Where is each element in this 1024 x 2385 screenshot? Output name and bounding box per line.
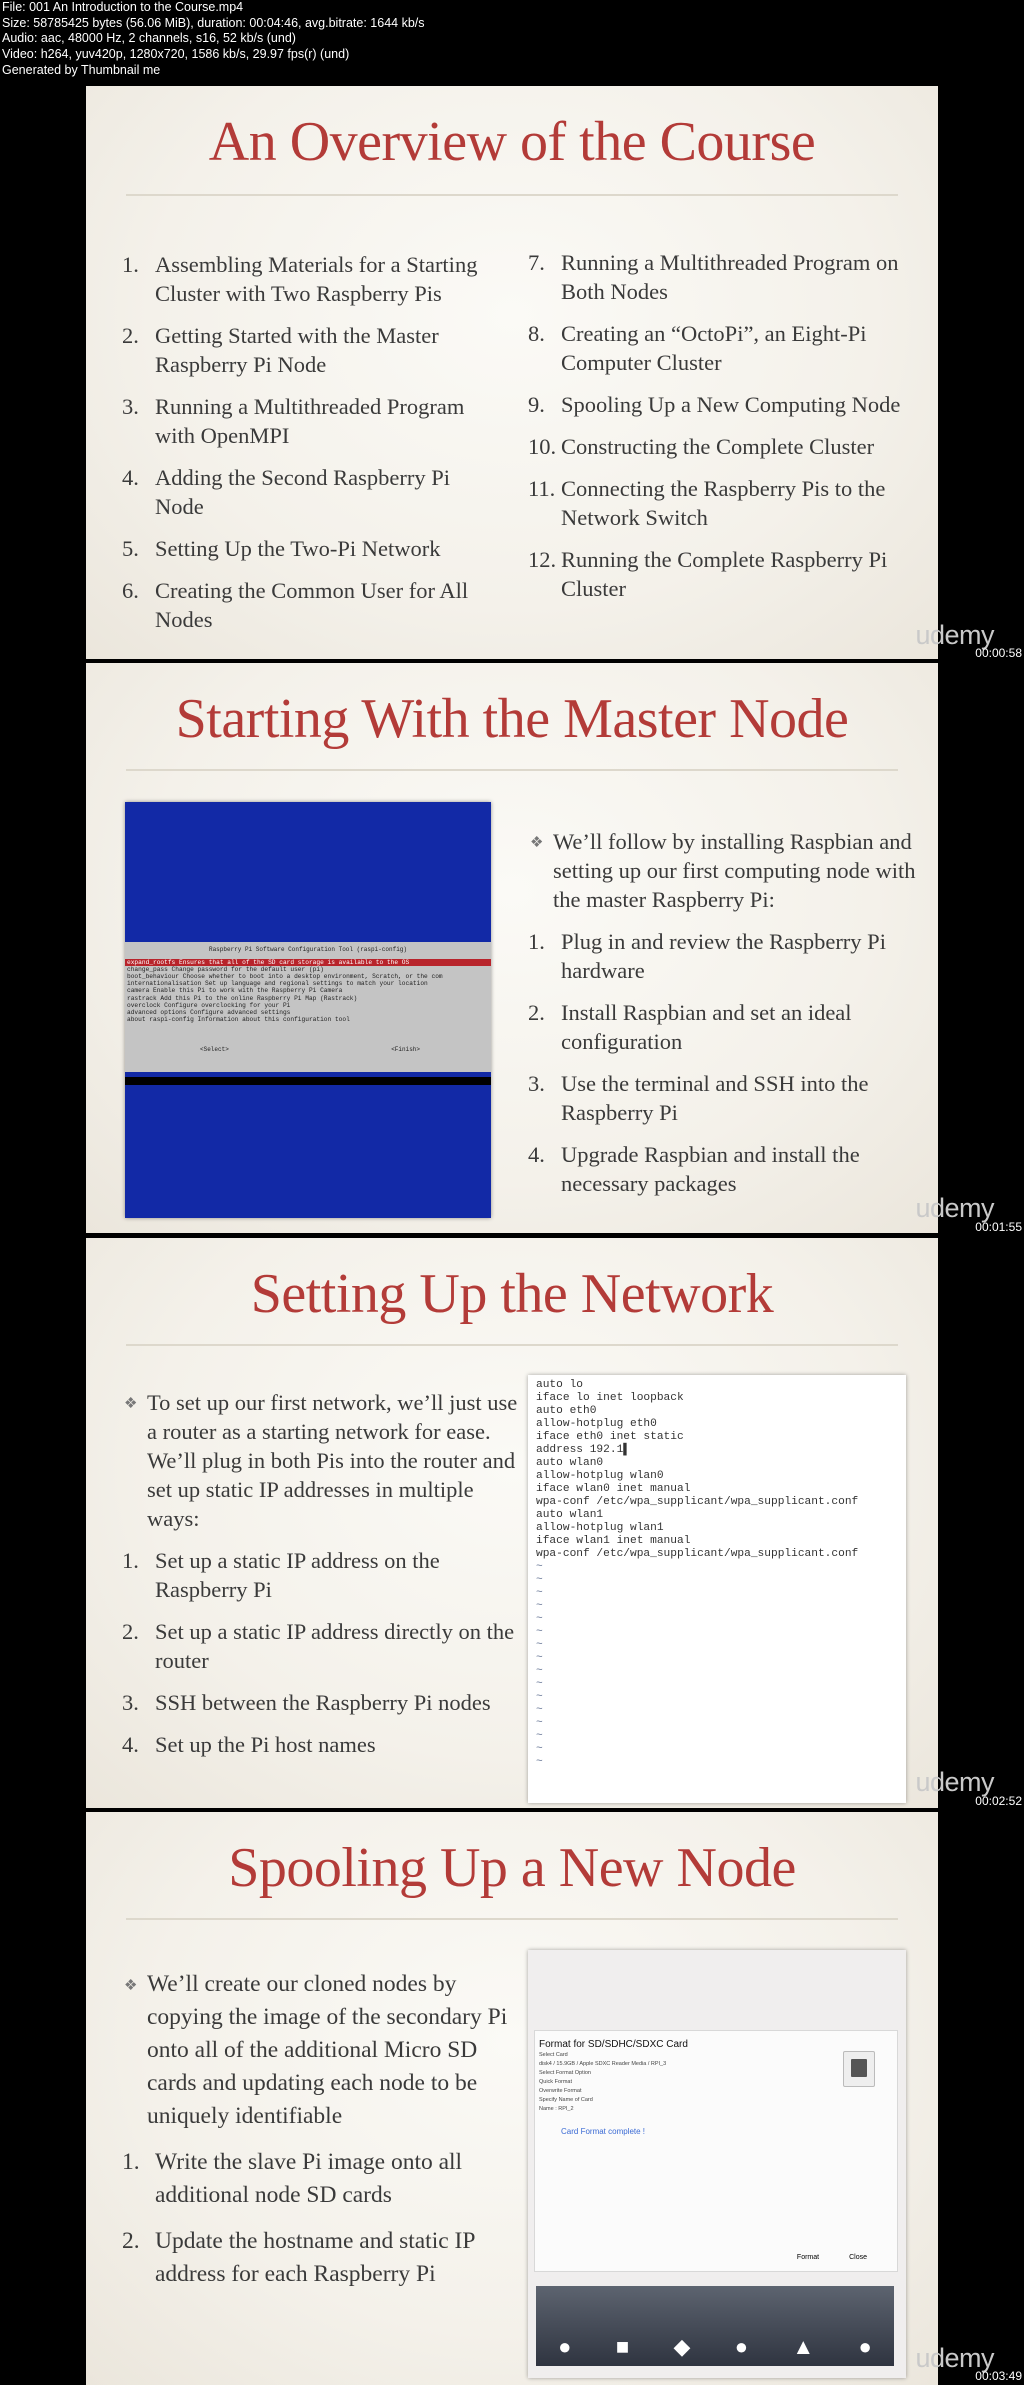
meta-line: File: 001 An Introduction to the Course.mp4 (2, 0, 244, 14)
config-menu-item[interactable]: about raspi-config Information about this configuration tool (127, 1015, 350, 1023)
item-text: Running a Multithreaded Program with OpenMPI (155, 394, 465, 448)
list-item (122, 1617, 522, 1675)
list-item (122, 534, 496, 563)
item-number: 4. (122, 465, 139, 490)
item-text: Creating an “OctoPi”, an Eight-Pi Computer Cluster (561, 321, 867, 375)
item-number: 12. (528, 547, 557, 572)
title-divider (126, 1918, 898, 1920)
formatter-text: Overwrite Format (539, 2088, 582, 2094)
empty-line-tilde: ~ (536, 1704, 543, 1716)
app-icon[interactable]: ■ (615, 2334, 630, 2359)
list-item (122, 1688, 522, 1717)
empty-line-tilde: ~ (536, 1730, 543, 1742)
slide-course-overview (86, 86, 938, 659)
left-column (122, 250, 496, 647)
bullet-point (528, 827, 918, 914)
item-number: 8. (528, 321, 545, 346)
diamond-bullet-icon: ❖ (124, 1978, 138, 1994)
timestamp: 00:03:49 (975, 2369, 1022, 2383)
list-item (528, 432, 923, 461)
timestamp: 00:02:52 (975, 1794, 1022, 1808)
sd-formatter-screenshot (528, 1950, 906, 2378)
item-text: Set up the Pi host names (155, 1732, 376, 1757)
diamond-bullet-icon: ❖ (124, 1396, 138, 1412)
empty-line-tilde: ~ (536, 1652, 543, 1664)
slide-title: An Overview of the Course (208, 111, 816, 173)
terminal-line: allow-hotplug wlan0 (536, 1470, 664, 1482)
udemy-logo: udemy (915, 1193, 994, 1223)
item-text: Constructing the Complete Cluster (561, 434, 875, 459)
list-item (122, 1730, 522, 1759)
config-menu-item[interactable]: change_pass Change password for the default user (pi) (127, 966, 324, 974)
terminal-line: allow-hotplug eth0 (536, 1418, 657, 1430)
terminal-line: address 192.1▌ (536, 1444, 630, 1456)
bullet-point (122, 1968, 522, 2133)
meta-line: Audio: aac, 48000 Hz, 2 channels, s16, 52 kb/s (und) (2, 31, 296, 46)
empty-line-tilde: ~ (536, 1717, 543, 1729)
formatter-text: Select Card (539, 2052, 568, 2058)
item-number: 7. (528, 250, 545, 275)
format-button[interactable]: Format (796, 2254, 820, 2261)
config-menu-item[interactable]: expand_rootfs Ensures that all of the SD card storage is available to the OS (125, 959, 491, 966)
empty-line-tilde: ~ (536, 1613, 543, 1625)
item-text: Getting Started with the Master Raspberry Pi Node (155, 323, 439, 377)
list-item (122, 463, 496, 521)
item-text: Setting Up the Two-Pi Network (155, 536, 441, 561)
format-complete-message: Card Format complete ! (561, 2127, 646, 2136)
config-menu-item[interactable]: rastrack Add this Pi to the online Raspberry Pi Map (Rastrack) (127, 994, 358, 1002)
file-metadata (2, 0, 702, 79)
timestamp: 00:01:55 (975, 1220, 1022, 1234)
item-number: 9. (528, 392, 545, 417)
app-icon[interactable]: ● (734, 2334, 749, 2359)
slide-title: Spooling Up a New Node (228, 1837, 796, 1899)
item-text: Install Raspbian and set an ideal configuration (561, 1000, 852, 1054)
terminal-line: auto wlan1 (536, 1509, 604, 1521)
divider (125, 1077, 491, 1085)
list-item (122, 2146, 522, 2212)
item-text: SSH between the Raspberry Pi nodes (155, 1690, 491, 1715)
bullet-text: We’ll create our cloned nodes by copying the image of the secondary Pi onto all of the additional Micro SD cards and updating each node to be uniquely identifiable (147, 1971, 508, 2129)
app-icon[interactable]: ● (558, 2334, 572, 2359)
item-number: 4. (528, 1142, 545, 1167)
item-number: 1. (528, 929, 545, 954)
item-number: 1. (122, 2149, 140, 2175)
config-menu-item[interactable]: internationalisation Set up language and regional settings to match your location (127, 980, 428, 988)
app-icon[interactable]: ● (858, 2334, 872, 2359)
meta-line: Generated by Thumbnail me (2, 62, 161, 77)
list-item (122, 321, 496, 379)
terminal-line: auto lo (536, 1379, 583, 1391)
list-item (528, 390, 923, 419)
list-item (528, 1069, 918, 1127)
empty-line-tilde: ~ (536, 1743, 543, 1755)
formatter-text: disk4 / 15.9GB / Apple SDXC Reader Media / RPI_3 (539, 2061, 667, 2067)
list-item (528, 474, 923, 532)
item-text: Use the terminal and SSH into the Raspberry Pi (561, 1071, 869, 1125)
finish-button[interactable]: <Finish> (391, 1046, 420, 1053)
slide-title: Setting Up the Network (250, 1263, 774, 1325)
item-number: 2. (122, 2228, 140, 2254)
item-text: Running the Complete Raspberry Pi Cluster (561, 547, 888, 601)
interfaces-file-terminal (528, 1375, 906, 1803)
item-text: Assembling Materials for a Starting Cluster with Two Raspberry Pis (155, 252, 478, 306)
config-dialog (125, 942, 491, 1072)
app-icon[interactable]: ▲ (792, 2334, 815, 2359)
formatter-text: Select Format Option (539, 2070, 591, 2076)
terminal-line: auto wlan0 (536, 1457, 604, 1469)
list-item (528, 1140, 918, 1198)
terminal-line: iface lo inet loopback (536, 1392, 684, 1404)
udemy-logo: udemy (915, 2343, 994, 2373)
list-item (528, 248, 923, 306)
list-item (122, 1546, 522, 1604)
dock-icons (536, 2334, 894, 2360)
slide-title: Starting With the Master Node (175, 688, 849, 750)
title-divider (126, 1344, 898, 1346)
item-number: 10. (528, 434, 557, 459)
config-menu-item[interactable]: overclock Configure overclocking for your Pi (127, 1001, 291, 1009)
diamond-bullet-icon: ❖ (530, 835, 544, 851)
left-column (122, 1968, 522, 2304)
item-text: Connecting the Raspberry Pis to the Network Switch (561, 476, 886, 530)
terminal-line: wpa-conf /etc/wpa_supplicant/wpa_supplicant.conf (536, 1548, 859, 1560)
timestamp: 00:00:58 (975, 646, 1022, 660)
close-button[interactable]: Close (849, 2254, 867, 2261)
config-menu-item[interactable]: camera Enable this Pi to work with the Raspberry Pi Camera (127, 987, 343, 995)
bullet-point (122, 1388, 522, 1533)
formatter-text: Specify Name of Card (539, 2097, 593, 2103)
empty-line-tilde: ~ (536, 1587, 543, 1599)
formatter-heading: Format for SD/SDHC/SDXC Card (539, 2039, 688, 2050)
item-number: 1. (122, 252, 139, 277)
udemy-logo: udemy (915, 1767, 994, 1797)
item-number: 3. (528, 1071, 545, 1096)
terminal-line: wpa-conf /etc/wpa_supplicant/wpa_supplicant.conf (536, 1496, 859, 1508)
item-text: Write the slave Pi image onto all additional node SD cards (155, 2149, 463, 2208)
item-number: 2. (528, 1000, 545, 1025)
item-text: Set up a static IP address on the Raspberry Pi (155, 1548, 440, 1602)
bullet-text: To set up our first network, we’ll just use a router as a starting network for ease. We’ll plug in both Pis into the router and set up static IP addresses in multiple ways: (147, 1390, 518, 1531)
app-icon[interactable]: ◆ (673, 2334, 691, 2359)
left-column (122, 1388, 522, 1772)
item-text: Creating the Common User for All Nodes (155, 578, 469, 632)
list-item (122, 2225, 522, 2291)
list-item (122, 250, 496, 308)
bullet-text: We’ll follow by installing Raspbian and setting up our first computing node with the master Raspberry Pi: (553, 829, 916, 912)
empty-line-tilde: ~ (536, 1600, 543, 1612)
list-item (122, 576, 496, 634)
list-item (122, 392, 496, 450)
empty-line-tilde: ~ (536, 1561, 543, 1573)
list-item (528, 545, 923, 603)
item-number: 2. (122, 1619, 139, 1644)
item-number: 5. (122, 536, 139, 561)
sd-card-icon (843, 2051, 875, 2087)
item-number: 6. (122, 578, 139, 603)
formatter-text: Name : RPI_2 (539, 2106, 574, 2112)
config-dialog-title: Raspberry Pi Software Configuration Tool (raspi-config) (208, 946, 408, 953)
item-number: 11. (528, 476, 556, 501)
empty-line-tilde: ~ (536, 1691, 543, 1703)
meta-line: Video: h264, yuv420p, 1280x720, 1586 kb/s, 29.97 fps(r) (und) (2, 47, 350, 62)
meta-line: Size: 58785425 bytes (56.06 MiB), duration: 00:04:46, avg.bitrate: 1644 kb/s (2, 15, 425, 30)
raspi-config-screenshot (125, 802, 491, 1218)
empty-line-tilde: ~ (536, 1678, 543, 1690)
formatter-text: Quick Format (539, 2079, 573, 2085)
list-item (528, 319, 923, 377)
item-number: 1. (122, 1548, 139, 1573)
right-column (528, 827, 918, 1211)
terminal-line: iface wlan0 inet manual (536, 1483, 691, 1495)
list-item (528, 998, 918, 1056)
empty-line-tilde: ~ (536, 1756, 543, 1768)
list-item (528, 927, 918, 985)
config-menu-item[interactable]: advanced options Configure advanced settings (127, 1008, 291, 1016)
empty-line-tilde: ~ (536, 1639, 543, 1651)
title-divider (126, 194, 898, 196)
terminal-line: allow-hotplug wlan1 (536, 1522, 664, 1534)
item-number: 3. (122, 1690, 139, 1715)
empty-line-tilde: ~ (536, 1665, 543, 1677)
terminal-line: iface eth0 inet static (536, 1431, 684, 1443)
empty-line-tilde: ~ (536, 1574, 543, 1586)
item-text: Set up a static IP address directly on the router (155, 1619, 515, 1673)
empty-line-tilde: ~ (536, 1626, 543, 1638)
item-number: 2. (122, 323, 139, 348)
item-text: Adding the Second Raspberry Pi Node (155, 465, 450, 519)
item-number: 4. (122, 1732, 139, 1757)
item-text: Update the hostname and static IP address for each Raspberry Pi (155, 2228, 475, 2287)
item-text: Spooling Up a New Computing Node (561, 392, 901, 417)
select-button[interactable]: <Select> (200, 1046, 229, 1053)
right-column (528, 248, 923, 616)
item-number: 3. (122, 394, 139, 419)
item-text: Plug in and review the Raspberry Pi hardware (561, 929, 886, 983)
title-divider (126, 769, 898, 771)
item-text: Running a Multithreaded Program on Both Nodes (561, 250, 899, 304)
udemy-logo: udemy (915, 620, 994, 650)
terminal-line: iface wlan1 inet manual (536, 1535, 691, 1547)
item-text: Upgrade Raspbian and install the necessary packages (561, 1142, 860, 1196)
config-menu-item[interactable]: boot_behaviour Choose whether to boot into a desktop environment, Scratch, or the com (127, 973, 443, 981)
terminal-line: auto eth0 (536, 1405, 597, 1417)
sd-formatter-window (534, 2030, 898, 2272)
